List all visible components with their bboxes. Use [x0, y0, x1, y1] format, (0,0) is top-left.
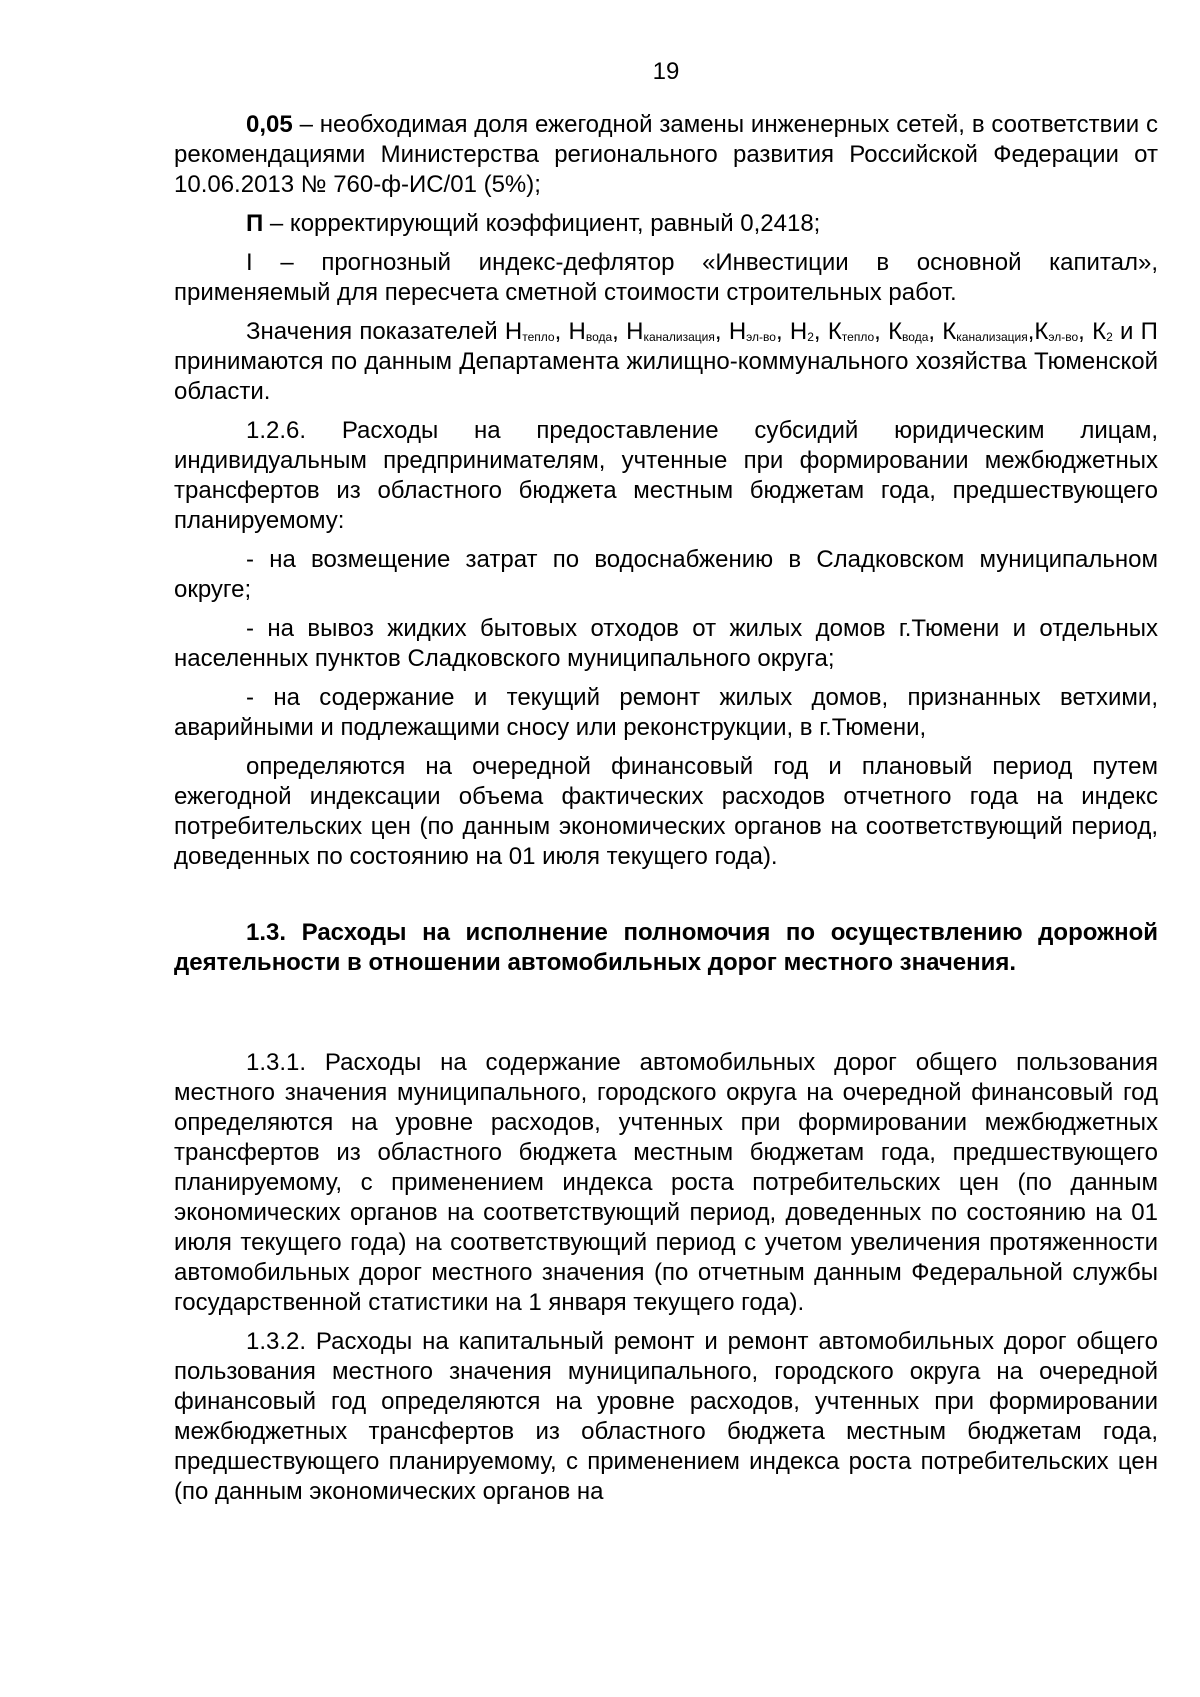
list-item-housing-repair: - на содержание и текущий ремонт жилых домов, признанных ветхими, аварийными и подлежащими сносу или реконструкции, в г.Тюмени, — [174, 684, 1158, 741]
paragraph-1-3-2: 1.3.2. Расходы на капитальный ремонт и ремонт автомобильных дорог общего пользования местного значения муниципального, городского округа на очередной финансовый год определяются на уровне расходов, учтенных при формировании межбюджетных трансфертов из областного бюджета местным бюджетам года, предшествующего планируемому, с применением индекса роста потребительских цен (по данным экономических органов на — [174, 1328, 1158, 1505]
paragraph-indicator-values: Значения показателей $Н_{тепло}$, $Н_{вода}$, $Н_{канализация}$, $Н_{эл-во}$, $Н_2$, $К_{тепло}$, $К_{вода}$, $К_{канализация},К_{эл-во}$, $К_2$ и П принимаются по данным Департамента жилищно-коммунального хозяйства Тюменской области. — [174, 318, 1158, 405]
list-item-liquid-waste: - на вывоз жидких бытовых отходов от жилых домов г.Тюмени и отдельных населенных пунктов Сладковского муниципального округа; — [174, 615, 1158, 672]
paragraph-1-3-1: 1.3.1. Расходы на содержание автомобильных дорог общего пользования местного значения муниципального, городского округа на очередной финансовый год определяются на уровне расходов, учтенных при формировании межбюджетных трансфертов из областного бюджета местным бюджетам года, предшествующего планируемому, с применением индекса роста потребительских цен (по данным экономических органов на соответствующий период, доведенных по состоянию на 01 июля текущего года) на соответствующий период с учетом увеличения протяженности автомобильных дорог местного значения (по отчетным данным Федеральной службы государственной статистики на 1 января текущего года). — [174, 1049, 1158, 1316]
list-item-water-supply: - на возмещение затрат по водоснабжению в Сладковском муниципальном округе; — [174, 546, 1158, 603]
symbol-lead: П — [246, 210, 264, 237]
document-page — [174, 52, 1158, 1516]
value-lead: 0,05 — [246, 111, 293, 138]
paragraph-correction-coefficient: П – корректирующий коэффициент, равный 0,2418; — [246, 210, 821, 237]
section-heading-1-3: 1.3. Расходы на исполнение полномочия по осуществлению дорожной деятельности в отношении автомобильных дорог местного значения. — [174, 919, 1158, 976]
paragraph-1-2-6: 1.2.6. Расходы на предоставление субсидий юридическим лицам, индивидуальным предпринимателям, учтенные при формировании межбюджетных трансфертов из областного бюджета местным бюджетам года, предшествующего планируемому: — [174, 417, 1158, 534]
page-number: 19 — [652, 58, 680, 85]
paragraph-share-replacement: 0,05 – необходимая доля ежегодной замены инженерных сетей, в соответствии с рекомендациями Министерства регионального развития Российской Федерации от 10.06.2013 № 760-ф-ИС/01 (5%); — [174, 111, 1158, 198]
paragraph-indexation: определяются на очередной финансовый год и плановый период путем ежегодной индексации объема фактических расходов отчетного года на индекс потребительских цен (по данным экономических органов на соответствующий период, доведенных по состоянию на 01 июля текущего года). — [174, 753, 1158, 870]
paragraph-deflator-index: I – прогнозный индекс-дефлятор «Инвестиции в основной капитал», применяемый для пересчета сметной стоимости строительных работ. — [174, 249, 1158, 306]
